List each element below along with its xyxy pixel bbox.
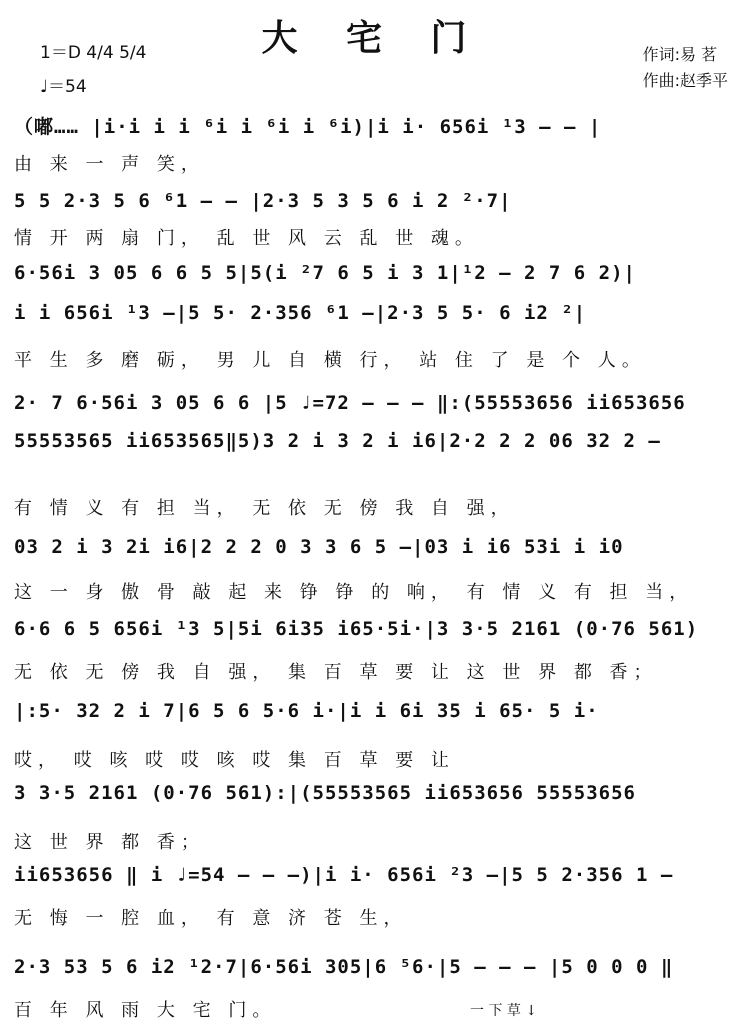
notation-line: ii653656 ‖ i ♩=54 – – –)|i i· 656i ²3 –|5 5 2·356 1 – — [14, 864, 674, 886]
credits — [643, 42, 728, 94]
lyrics-line: 百 年 风 雨 大 宅 门。 — [14, 1000, 277, 1021]
lyrics-line: 这 世 界 都 香； — [14, 832, 205, 853]
notation-line: 03 2 i 3 2i i6|2 2 2 0 3 3 6 5 –|03 i i6 53i i i0 — [14, 536, 624, 558]
page-title: 大 宅 门 — [261, 17, 485, 59]
lyrics-line: 这 一 身 傲 骨 敲 起 来 铮 铮 的 响， 有 情 义 有 担 当， — [14, 582, 694, 603]
notation-line: 2·3 53 5 6 i2 ¹2·7|6·56i 305|6 ⁵6·|5 – – – |5 0 0 0 ‖ — [14, 956, 674, 978]
lyricist: 作词:易 茗 — [642, 45, 718, 64]
composer: 作曲:赵季平 — [642, 71, 728, 90]
notation-line: 3 3·5 2161 (0·76 561):|(55553565 ii653656 55553656 — [14, 782, 636, 804]
lyrics-line: 无 悔 一 腔 血， 有 意 济 苍 生， — [14, 908, 408, 929]
notation-line: |:5· 32 2 i 7|6 5 6 5·6 i·|i i 6i 35 i 65· 5 i· — [14, 700, 599, 722]
notation-line: 6·56i 3 05 6 6 5 5|5(i ²7 6 5 i 3 1|¹2 – 2 7 6 2)| — [14, 262, 636, 284]
lyrics-line: 有 情 义 有 担 当， 无 依 无 傍 我 自 强， — [14, 498, 515, 519]
notation-line: 55553565 ii653565‖5)3 2 i 3 2 i i6|2·2 2 2 06 32 2 – — [14, 430, 661, 452]
notation-line: 6·6 6 5 656i ¹3 5|5i 6i35 i65·5i·|3 3·5 2161 (0·76 561) — [14, 618, 699, 640]
notation-line: （嘟…… |i·i i i ⁶i i ⁶i i ⁶i)|i i· 656i ¹3 – – | — [14, 116, 602, 138]
notation-line: 2· 7 6·56i 3 05 6 6 |5 ♩=72 – – – ‖:(55553656 ii653656 — [14, 392, 686, 414]
lyrics-line: 由 来 一 声 笑， — [14, 154, 205, 175]
lyrics-line: 无 依 无 傍 我 自 强， 集 百 草 要 让 这 世 界 都 香； — [14, 662, 658, 683]
key-signature: 1＝D 4/4 5/4 — [40, 43, 147, 63]
lyrics-line: 哎， 哎 咳 哎 哎 咳 哎 集 百 草 要 让 — [14, 750, 455, 771]
notation-line: i i 656i ¹3 –|5 5· 2·356 ⁶1 –|2·3 5 5· 6 i2 ²| — [14, 302, 587, 324]
footer-partial-text: 一 下 草 ↓ — [470, 1003, 538, 1019]
lyrics-line: 情 开 两 扇 门， 乱 世 风 云 乱 世 魂。 — [14, 228, 479, 249]
lyrics-line: 平 生 多 磨 砺， 男 儿 自 横 行， 站 住 了 是 个 人。 — [14, 350, 646, 371]
tempo-marking: ♩＝54 — [40, 77, 87, 97]
notation-line: 5 5 2·3 5 6 ⁶1 – – |2·3 5 3 5 6 i 2 ²·7| — [14, 190, 512, 212]
